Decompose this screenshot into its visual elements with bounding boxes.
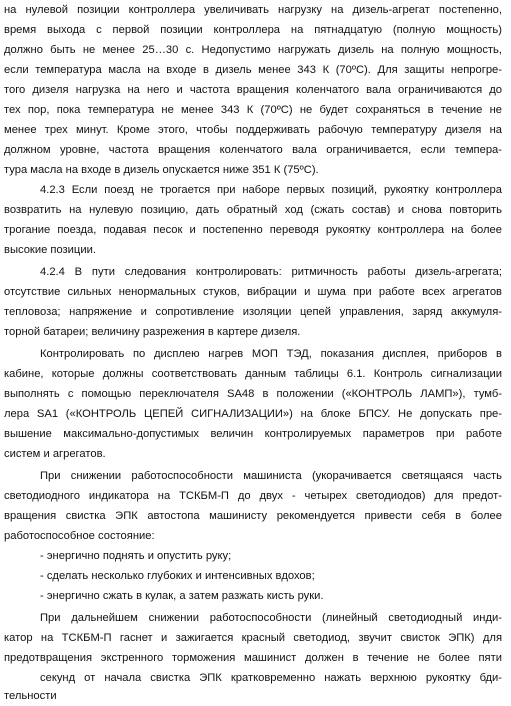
text-line: должном уровне, частота вращения коленчатого вала ограничивается, если темпера- (4, 144, 502, 156)
list-item: - сделать несколько глубоких и интенсивных вдохов; (40, 570, 315, 582)
text-line: время выхода с первой позиции контроллера на пятнадцатую (полную мощность) (4, 24, 502, 36)
text-line: тура масла на входе в дизель опускается ниже 351 К (75ºС). (4, 164, 319, 176)
text-line: работоспособное состояние: (4, 530, 155, 542)
text-line: кабине, которые должны соответствовать данным таблицы 6.1. Контроль сигнализации (4, 368, 502, 380)
text-line: возвратить на нулевую позицию, дать обратный ход (сжать состав) и снова повторить (4, 204, 502, 216)
text-line: тех пор, пока температура не менее 343 К (70ºС) не будет сохраняться в течение не (4, 104, 502, 116)
list-item: - энергично поднять и опустить руку; (40, 550, 232, 562)
text-line: вращения свистка ЭПК автостопа машинисту рекомендуется привести себя в более (4, 510, 502, 522)
text-line: секунд от начала свистка ЭПК кратковременно нажать верхнюю рукоятку бди- (40, 672, 502, 684)
text-line: выполнять с помощью переключателя SA48 в положении («КОНТРОЛЬ ЛАМП»), тумб- (4, 388, 502, 400)
text-line: светодиодного индикатора на ТСКБМ-П до двух - четырех светодиодов) для предот- (4, 490, 502, 502)
paragraph-start: При дальнейшем снижении работоспособности (линейный светодиодный инди- (40, 612, 502, 624)
text-line: отсутствие сильных ненормальных стуков, вибрации и шума при работе всех агрегатов (4, 286, 502, 298)
paragraph-start: 4.2.3 Если поезд не трогается при наборе первых позиций, рукоятку контроллера (40, 184, 502, 196)
text-line: торной батареи; величину разрежения в картере дизеля. (4, 326, 301, 338)
text-line: тельности (4, 690, 57, 702)
text-line: систем и агрегатов. (4, 448, 106, 460)
text-line: на нулевой позиции контроллера увеличивать нагрузку на дизель-агрегат постепенно, (4, 4, 502, 16)
text-line: вышение максимально-допустимых величин контролируемых параметров при работе (4, 428, 502, 440)
text-line: менее трех минут. Кроме этого, чтобы поддерживать рабочую температуру дизеля на (4, 124, 502, 136)
paragraph-start: 4.2.4 В пути следования контролировать: ритмичность работы дизель-агрегата; (40, 266, 502, 278)
text-line: если температура масла на входе в дизель менее 343 К (70ºС). Для защиты непрогре- (4, 64, 502, 76)
list-item: - энергично сжать в кулак, а затем разжать кисть руки. (40, 590, 324, 602)
text-line: лера SA1 («КОНТРОЛЬ ЦЕПЕЙ СИГНАЛИЗАЦИИ») на блоке БПСУ. Не допускать пре- (4, 408, 502, 420)
paragraph-start: При снижении работоспособности машиниста (укорачивается светящаяся часть (40, 470, 502, 482)
text-line: высокие позиции. (4, 244, 96, 256)
text-line: должно быть не менее 25…30 с. Недопустимо нагружать дизель на полную мощность, (4, 44, 502, 56)
text-line: трогание поезда, подавая песок и постепенно переводя рукоятку контроллера на более (4, 224, 502, 236)
text-line: тепловоза; напряжение и сопротивление изоляции цепей управления, заряд аккумуля- (4, 306, 502, 318)
text-line: того дизеля нагрузка на него и частота вращения коленчатого вала ограничиваются до (4, 84, 502, 96)
text-line: катор на ТСКБМ-П гаснет и зажигается красный светодиод, звучит свисток ЭПК) для (4, 632, 502, 644)
text-line: предотвращения экстренного торможения машинист должен в течение не более пяти (4, 652, 502, 664)
paragraph-start: Контролировать по дисплею нагрев МОП ТЭД, показания дисплея, приборов в (40, 348, 502, 360)
